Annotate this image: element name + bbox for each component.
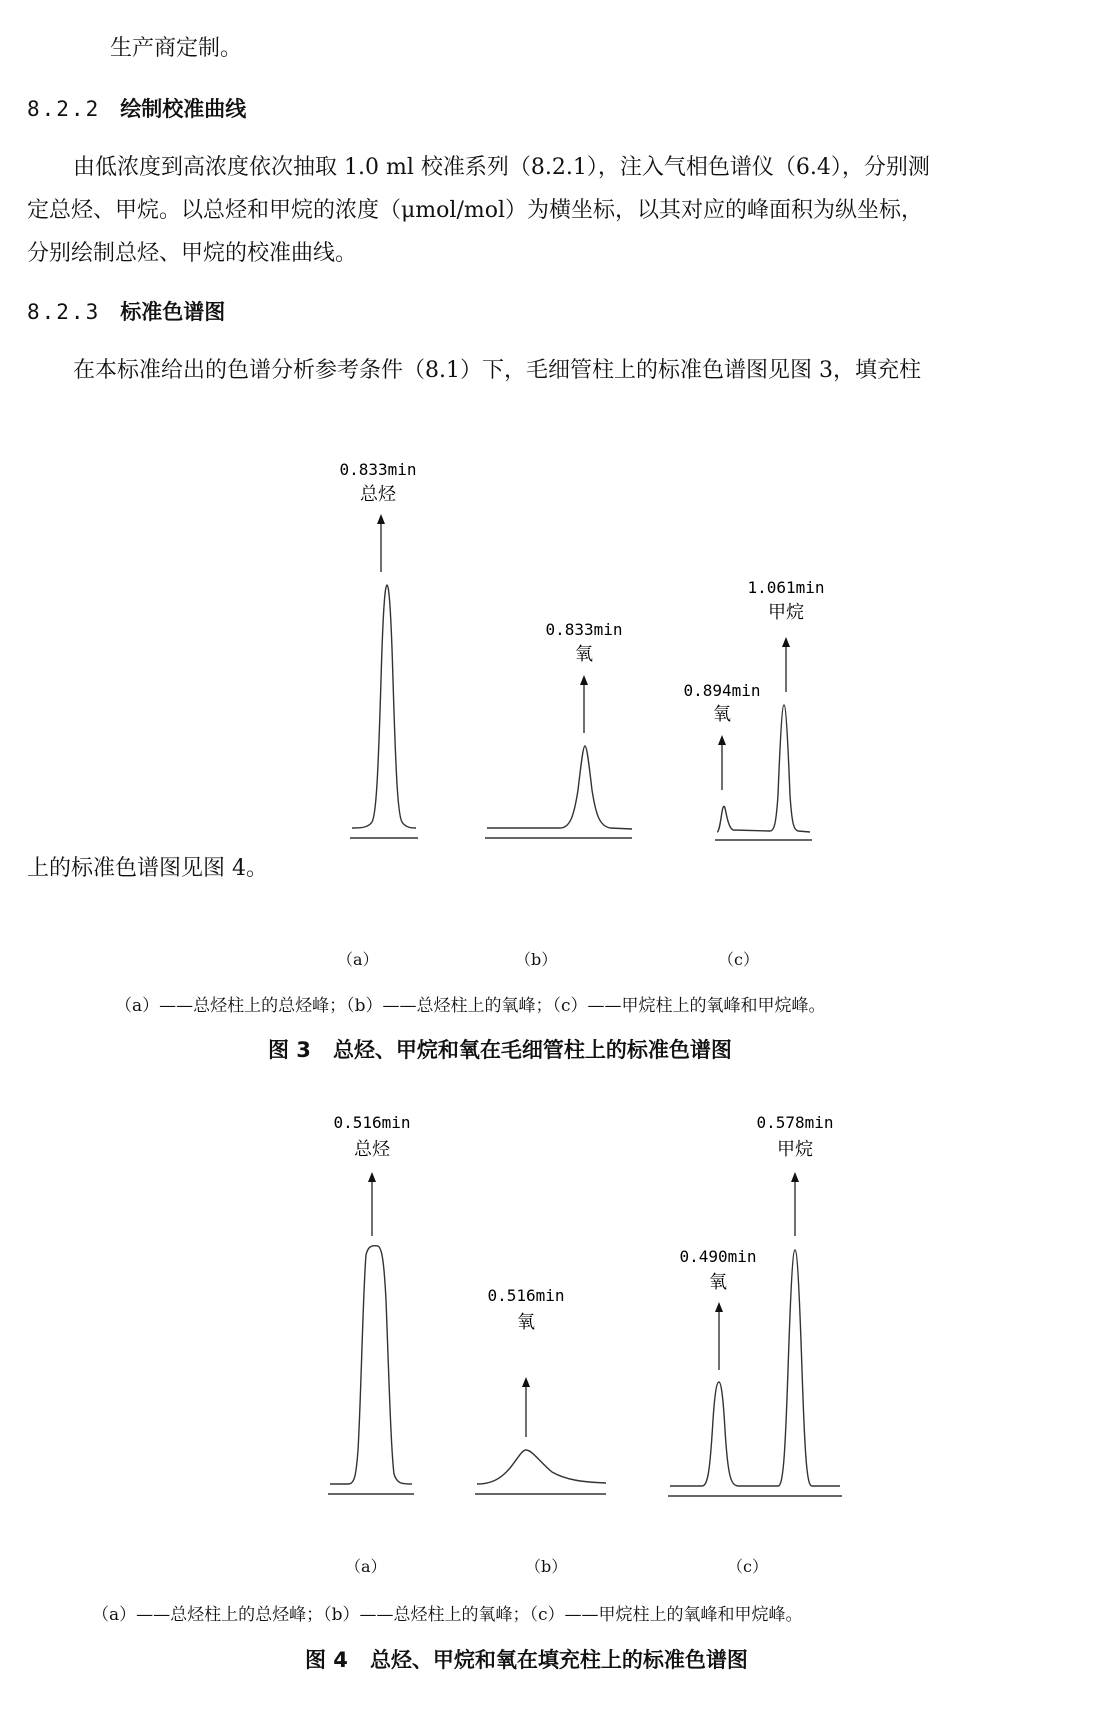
arrow-up-icon bbox=[791, 1172, 799, 1182]
peak-time-label: 0.490min bbox=[679, 1247, 757, 1266]
arrow-up-icon bbox=[368, 1172, 376, 1182]
figure-caption: （a）——总烃柱上的总烃峰；（b）——总烃柱上的氧峰；（c）——甲烷柱上的氧峰和甲烷峰。 bbox=[92, 1605, 803, 1625]
peak-name-label: 甲烷 bbox=[768, 602, 804, 623]
peak-name-label: 氧 bbox=[575, 644, 593, 665]
peak-time-label: 0.833min bbox=[339, 460, 417, 479]
peak-name-label: 氧 bbox=[517, 1312, 535, 1333]
sub-figure-label-a: （a） bbox=[345, 1557, 387, 1576]
section-title: 标准色谱图 bbox=[120, 300, 226, 324]
peak-time-label: 1.061min bbox=[747, 578, 825, 597]
peak-total-hydrocarbon bbox=[352, 585, 416, 828]
arrow-up-icon bbox=[580, 675, 588, 685]
paragraph-line: 上的标准色谱图见图 4。 bbox=[27, 856, 268, 881]
arrow-up-icon bbox=[715, 1302, 723, 1312]
peak-time-label: 0.894min bbox=[683, 681, 761, 700]
peak-total-hydrocarbon bbox=[330, 1246, 412, 1484]
figure-caption: （a）——总烃柱上的总烃峰；（b）——总烃柱上的氧峰；（c）——甲烷柱上的氧峰和甲烷峰。 bbox=[115, 996, 826, 1016]
arrow-up-icon bbox=[718, 735, 726, 745]
figure-number: 图 3 bbox=[268, 1038, 311, 1062]
sub-figure-label-b: （b） bbox=[515, 950, 558, 969]
peak-name-label: 总烃 bbox=[360, 484, 396, 505]
peak-name-label: 氧 bbox=[713, 704, 731, 725]
peak-time-label: 0.578min bbox=[756, 1113, 834, 1132]
peak-oxygen bbox=[477, 1450, 606, 1484]
arrow-up-icon bbox=[782, 637, 790, 647]
peaks-oxygen-methane bbox=[670, 1250, 840, 1486]
figure-title-text: 总烃、甲烷和氧在毛细管柱上的标准色谱图 bbox=[332, 1038, 732, 1062]
peak-time-label: 0.833min bbox=[545, 620, 623, 639]
peak-name-label: 氧 bbox=[709, 1272, 727, 1293]
sub-figure-label-a: （a） bbox=[337, 950, 379, 969]
paragraph-line: 分别绘制总烃、甲烷的校准曲线。 bbox=[27, 241, 358, 266]
paragraph-line: 由低浓度到高浓度依次抽取 1.0 ml 校准系列（8.2.1），注入气相色谱仪（6.4），分别测 bbox=[73, 155, 930, 180]
section-number: 8.2.3 bbox=[27, 300, 101, 324]
section-number: 8.2.2 bbox=[27, 97, 101, 121]
peak-time-label: 0.516min bbox=[487, 1286, 565, 1305]
figure-number: 图 4 bbox=[305, 1648, 348, 1672]
arrow-up-icon bbox=[377, 514, 385, 524]
peak-oxygen bbox=[487, 746, 632, 829]
sub-figure-label-c: （c） bbox=[727, 1557, 768, 1576]
figure-4-title bbox=[305, 1649, 748, 1671]
section-title: 绘制校准曲线 bbox=[120, 97, 247, 121]
text-line-top: 生产商定制。 bbox=[110, 36, 243, 61]
paragraph-line: 在本标准给出的色谱分析参考条件（8.1）下，毛细管柱上的标准色谱图见图 3，填充柱 bbox=[73, 358, 921, 383]
sub-figure-label-b: （b） bbox=[525, 1557, 568, 1576]
peak-name-label: 总烃 bbox=[354, 1139, 390, 1160]
paragraph-line: 定总烃、甲烷。以总烃和甲烷的浓度（μmol/mol）为横坐标，以其对应的峰面积为纵坐标， bbox=[27, 198, 923, 223]
arrow-up-icon bbox=[522, 1377, 530, 1387]
peak-time-label: 0.516min bbox=[333, 1113, 411, 1132]
sub-figure-label-c: （c） bbox=[718, 950, 759, 969]
peak-name-label: 甲烷 bbox=[777, 1139, 813, 1160]
figure-3-title bbox=[268, 1039, 732, 1061]
figure-title-text: 总烃、甲烷和氧在填充柱上的标准色谱图 bbox=[369, 1648, 748, 1672]
